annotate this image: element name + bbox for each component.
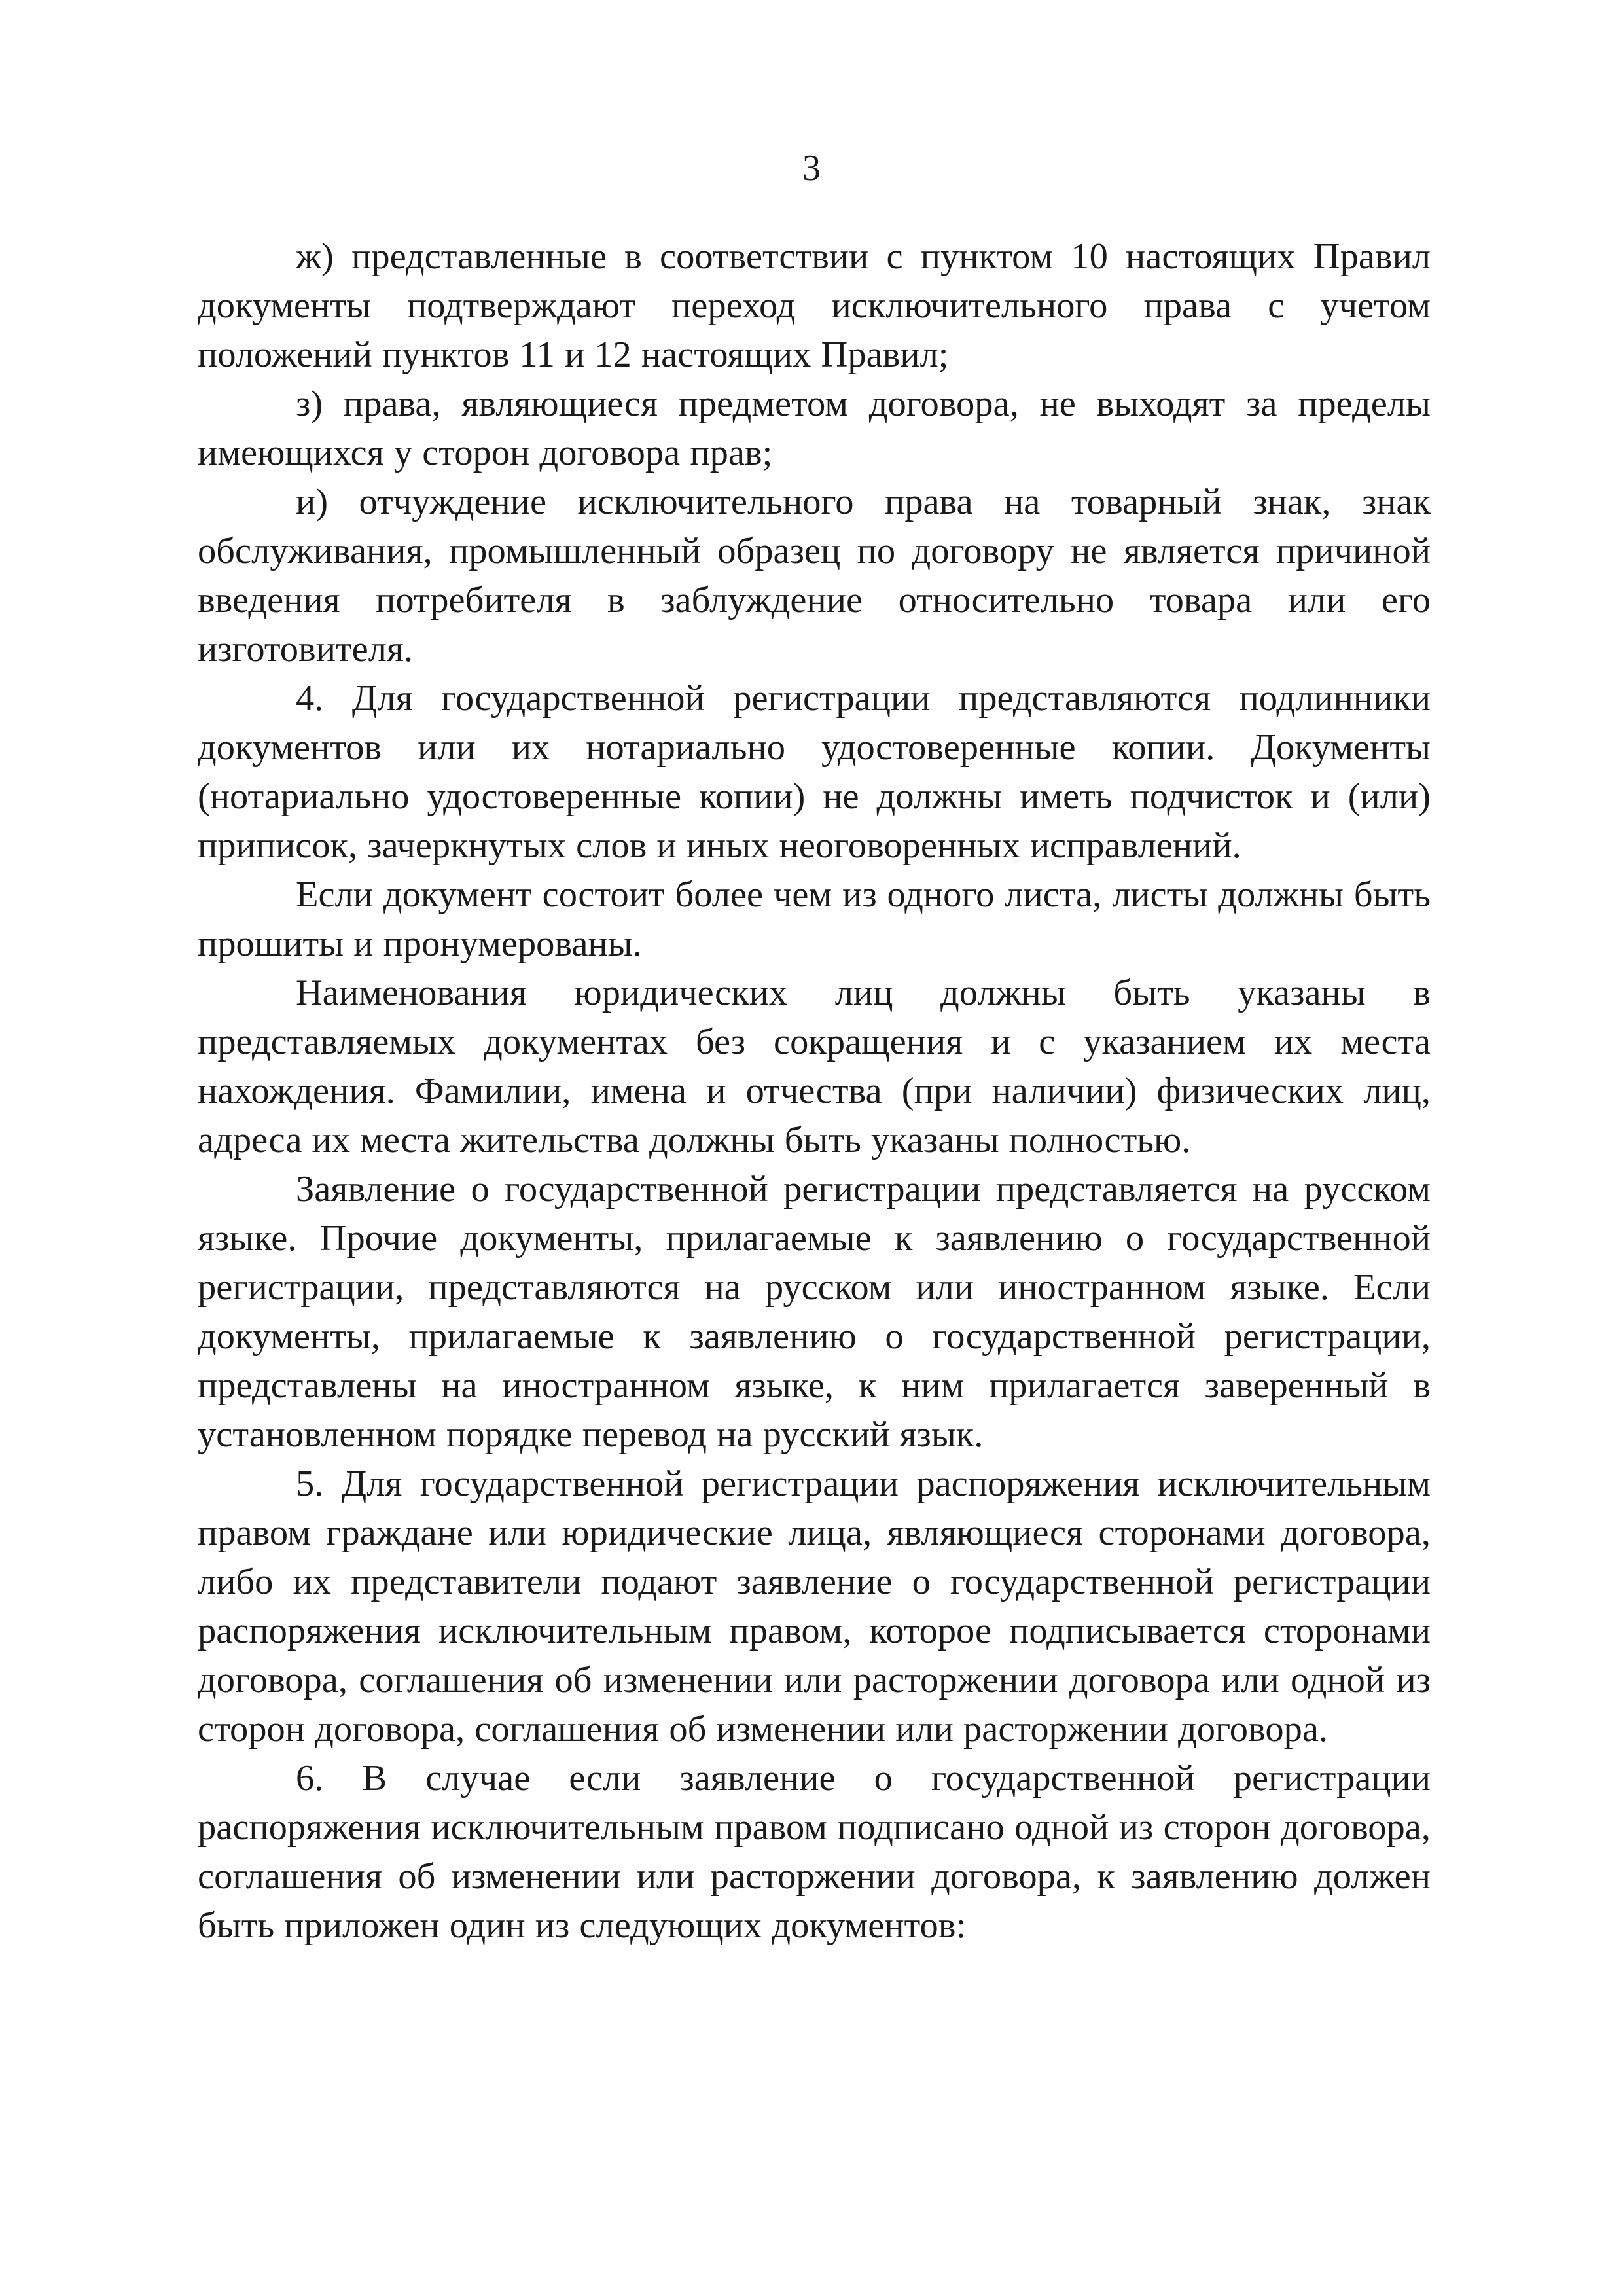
paragraph-multi-sheet: Если документ состоит более чем из одного листа, листы должны быть прошиты и пронумерованы. (198, 874, 1431, 964)
document-body (198, 232, 1431, 1950)
paragraph-clause-6: 6. В случае если заявление о государственной регистрации распоряжения исключительным правом подписано одной из сторон договора, соглашения об изменении или расторжении договора, к заявлению должен быть приложен один из следующих документов: (198, 1758, 1431, 1946)
paragraph-clause-4: 4. Для государственной регистрации представляются подлинники документов или их нотариально удостоверенные копии. Документы (нотариально удостоверенные копии) не должны иметь подчисток и (или) приписок, зачеркнутых слов и иных неоговоренных исправлений. (198, 678, 1431, 866)
paragraph-clause-5: 5. Для государственной регистрации распоряжения исключительным правом граждане или юридические лица, являющиеся сторонами договора, либо их представители подают заявление о государственной регистрации распоряжения исключительным правом, которое подписывается сторонами договора, соглашения об изменении или расторжении договора или одной из сторон договора, соглашения об изменении или расторжении договора. (198, 1463, 1431, 1749)
paragraph-item-i: и) отчуждение исключительного права на товарный знак, знак обслуживания, промышленный образец по договору не является причиной введения потребителя в заблуждение относительно товара или его изготовителя. (198, 482, 1431, 670)
paragraph-names: Наименования юридических лиц должны быть указаны в представляемых документах без сокращения и с указанием их места нахождения. Фамилии, имена и отчества (при наличии) физических лиц, адреса их места жительства должны быть указаны полностью. (198, 973, 1431, 1160)
page-number: 3 (802, 148, 821, 188)
paragraph-item-z: з) права, являющиеся предметом договора, не выходят за пределы имеющихся у сторон договора прав; (198, 384, 1431, 473)
paragraph-item-zh: ж) представленные в соответствии с пунктом 10 настоящих Правил документы подтверждают переход исключительного права с учетом положений пунктов 11 и 12 настоящих Правил; (198, 236, 1431, 375)
paragraph-language: Заявление о государственной регистрации представляется на русском языке. Прочие документы, прилагаемые к заявлению о государственной регистрации, представляются на русском или иностранном языке. Если документы, прилагаемые к заявлению о государственной регистрации, представлены на иностранном языке, к ним прилагается заверенный в установленном порядке перевод на русский язык. (198, 1169, 1431, 1455)
